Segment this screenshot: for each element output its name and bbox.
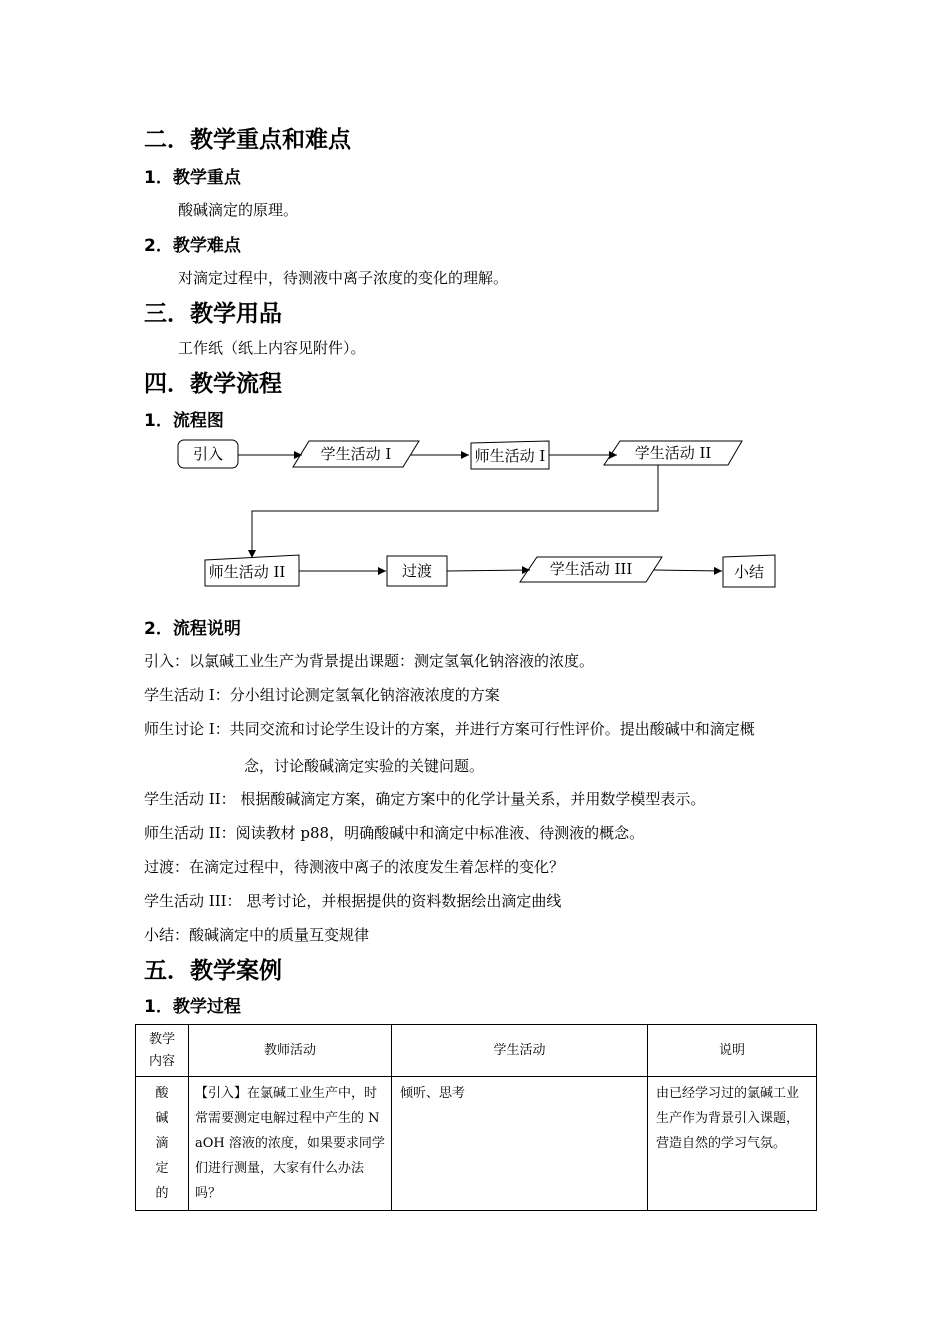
explain-line-student-3: 学生活动 III： 思考讨论，并根据提供的资料数据绘出滴定曲线: [144, 892, 562, 910]
flow-arrow-7: [654, 570, 722, 571]
section-title-case: 五．教学案例: [144, 958, 282, 984]
explain-line-teacher-1-cont: 念，讨论酸碱滴定实验的关键问题。: [244, 757, 485, 775]
flow-label-student-1: 学生活动 I: [320, 445, 392, 463]
subsection-title-flow-explain: 2．流程说明: [144, 619, 241, 639]
flow-label-teacher-1: 师生活动 I: [474, 447, 546, 465]
section-title-materials: 三．教学用品: [144, 301, 282, 327]
explain-line-transition: 过渡：在滴定过程中，待测液中离子的浓度发生着怎样的变化？: [144, 858, 565, 876]
flow-label-teacher-2: 师生活动 II: [208, 563, 286, 581]
materials-text: 工作纸（纸上内容见附件）。: [178, 339, 366, 357]
header-content: 教学内容: [136, 1025, 189, 1077]
flow-label-intro: 引入: [192, 445, 224, 463]
table-header-row: [136, 1025, 817, 1077]
subsection-title-difficulty: 2．教学难点: [144, 236, 241, 256]
header-student: 学生活动: [392, 1025, 648, 1077]
header-note: 说明: [648, 1025, 817, 1077]
cell-content: 酸碱滴定的: [136, 1077, 189, 1211]
cell-student: 倾听、思考: [392, 1077, 648, 1211]
explain-line-student-1: 学生活动 I：分小组讨论测定氢氧化钠溶液浓度的方案: [144, 686, 500, 704]
explain-line-teacher-2: 师生活动 II：阅读教材 p88，明确酸碱中和滴定中标准液、待测液的概念。: [144, 824, 645, 842]
flow-label-student-3: 学生活动 III: [549, 560, 633, 578]
explain-line-summary: 小结：酸碱滴定中的质量互变规律: [144, 926, 370, 944]
explain-line-intro: 引入：以氯碱工业生产为背景提出课题：测定氢氧化钠溶液的浓度。: [144, 652, 595, 670]
cell-teacher: 【引入】在氯碱工业生产中，时常需要测定电解过程中产生的 NaOH 溶液的浓度，如果要求同学们进行测量，大家有什么办法吗？: [189, 1077, 392, 1211]
subsection-title-flowchart: 1．流程图: [144, 411, 224, 431]
lesson-table: [135, 1024, 817, 1211]
subsection-title-process: 1．教学过程: [144, 997, 241, 1017]
flow-arrow-4: [252, 465, 658, 558]
section-title-key-points: 二．教学重点和难点: [144, 127, 351, 153]
key-point-text: 酸碱滴定的原理。: [178, 201, 299, 219]
flow-label-transition: 过渡: [401, 562, 433, 580]
table-row: [136, 1077, 817, 1211]
flow-label-summary: 小结: [733, 563, 765, 581]
subsection-title-key-point: 1．教学重点: [144, 168, 241, 188]
flow-label-student-2: 学生活动 II: [634, 444, 712, 462]
cell-note: 由已经学习过的氯碱工业生产作为背景引入课题，营造自然的学习气氛。: [648, 1077, 817, 1211]
flow-arrow-6: [447, 570, 530, 571]
header-teacher: 教师活动: [189, 1025, 392, 1077]
section-title-flow: 四．教学流程: [144, 371, 282, 397]
difficulty-text: 对滴定过程中，待测液中离子浓度的变化的理解。: [178, 269, 509, 287]
explain-line-teacher-1: 师生讨论 I：共同交流和讨论学生设计的方案，并进行方案可行性评价。提出酸碱中和滴定概: [144, 720, 755, 738]
explain-line-student-2: 学生活动 II： 根据酸碱滴定方案，确定方案中的化学计量关系，并用数学模型表示。: [144, 790, 706, 808]
